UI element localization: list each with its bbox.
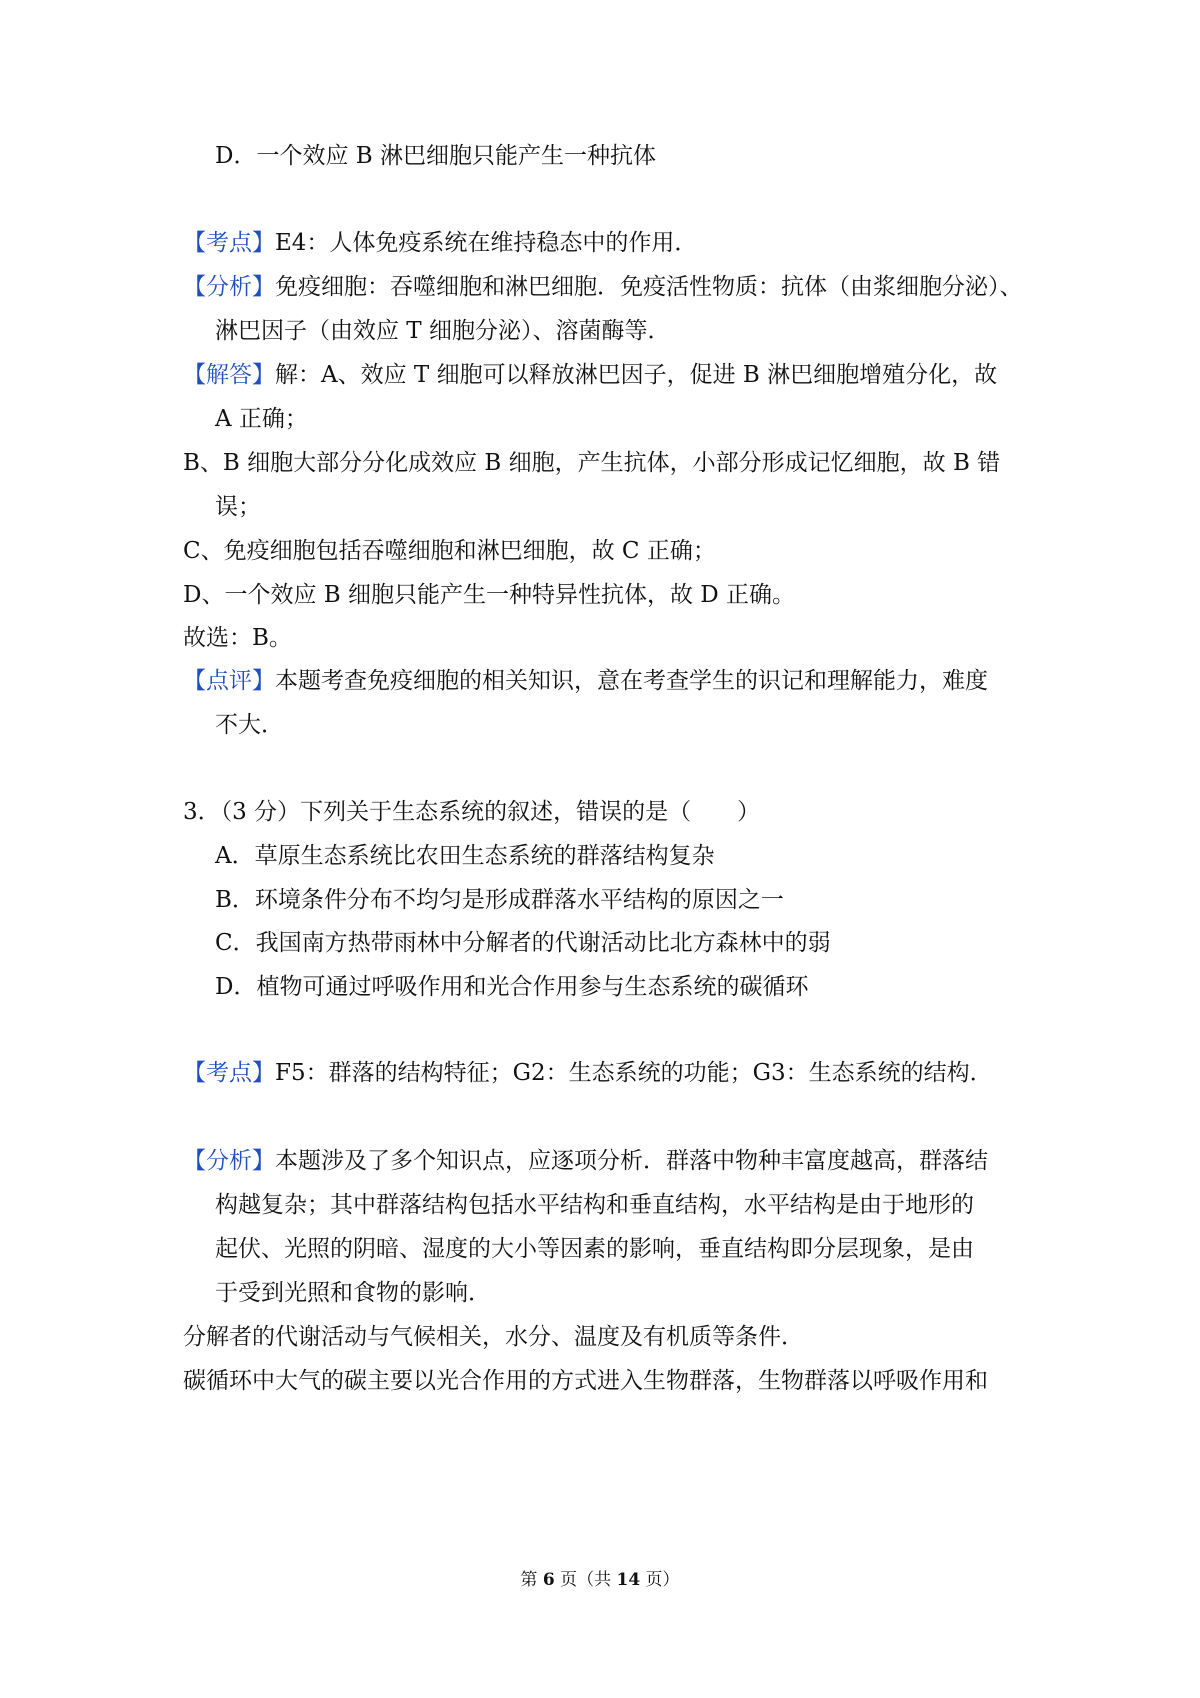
- q2-fenxi: [183, 272, 1200, 302]
- q2-fenxi-cont: 淋巴因子（由效应 T 细胞分泌）、溶菌酶等．: [215, 318, 671, 344]
- q2-answer: 故选：B。: [183, 625, 292, 651]
- q3-fenxi-cont-1: 构越复杂；其中群落结构包括水平结构和垂直结构，水平结构是由于地形的: [215, 1192, 974, 1218]
- footer-middle: 页（共: [554, 1570, 617, 1590]
- fenxi-tag: 【分析】: [183, 274, 275, 300]
- q3-option-d: D．植物可通过呼吸作用和光合作用参与生态系统的碳循环: [215, 974, 809, 1000]
- page-total: 14: [616, 1570, 641, 1590]
- page-number: 6: [542, 1570, 555, 1590]
- q2-dianping-cont: 不大．: [215, 712, 284, 738]
- page-footer: [0, 1568, 1200, 1592]
- q2-kaodian: [183, 228, 1200, 258]
- q3-kaodian: [183, 1058, 1200, 1088]
- jieda-text: 解：A、效应 T 细胞可以释放淋巴因子，促进 B 淋巴细胞增殖分化，故: [275, 362, 998, 388]
- q3-paragraph-1: 分解者的代谢活动与气候相关，水分、温度及有机质等条件．: [183, 1324, 804, 1350]
- q3-fenxi-cont-3: 于受到光照和食物的影响．: [215, 1280, 491, 1306]
- q3-option-b: B．环境条件分布不均匀是形成群落水平结构的原因之一: [215, 887, 784, 913]
- q2-jieda-cont: A 正确；: [215, 406, 308, 432]
- kaodian-text: E4：人体免疫系统在维持稳态中的作用．: [275, 230, 698, 256]
- q2-dianping: [183, 666, 1200, 696]
- q2-jieda: [183, 360, 1200, 390]
- q3-paragraph-2: 碳循环中大气的碳主要以光合作用的方式进入生物群落，生物群落以呼吸作用和: [183, 1368, 988, 1394]
- kaodian-tag: 【考点】: [183, 1060, 275, 1086]
- q3-fenxi: [183, 1146, 1200, 1176]
- footer-prefix: 第: [520, 1570, 543, 1590]
- q2-explain-d: D、一个效应 B 细胞只能产生一种特异性抗体，故 D 正确。: [183, 582, 796, 608]
- q3-stem: 3．（3 分）下列关于生态系统的叙述，错误的是（ ）: [183, 799, 761, 825]
- q2-option-d: D．一个效应 B 淋巴细胞只能产生一种抗体: [215, 143, 656, 169]
- q2-explain-b: B、B 细胞大部分分化成效应 B 细胞，产生抗体，小部分形成记忆细胞，故 B 错: [183, 450, 1001, 476]
- q3-option-c: C．我国南方热带雨林中分解者的代谢活动比北方森林中的弱: [215, 930, 831, 956]
- kaodian-tag: 【考点】: [183, 230, 275, 256]
- fenxi-text: 本题涉及了多个知识点，应逐项分析．群落中物种丰富度越高，群落结: [275, 1148, 988, 1174]
- dianping-text: 本题考查免疫细胞的相关知识，意在考查学生的识记和理解能力，难度: [275, 668, 988, 694]
- fenxi-tag: 【分析】: [183, 1148, 275, 1174]
- dianping-tag: 【点评】: [183, 668, 275, 694]
- q2-explain-b-cont: 误；: [215, 494, 261, 520]
- q3-fenxi-cont-2: 起伏、光照的阴暗、湿度的大小等因素的影响，垂直结构即分层现象，是由: [215, 1236, 974, 1262]
- jieda-tag: 【解答】: [183, 362, 275, 388]
- q3-option-a: A．草原生态系统比农田生态系统的群落结构复杂: [215, 843, 715, 869]
- fenxi-text: 免疫细胞：吞噬细胞和淋巴细胞．免疫活性物质：抗体（由浆细胞分泌）、: [275, 274, 1023, 300]
- footer-suffix: 页）: [640, 1570, 680, 1590]
- kaodian-text: F5：群落的结构特征；G2：生态系统的功能；G3：生态系统的结构．: [275, 1060, 993, 1086]
- q2-explain-c: C、免疫细胞包括吞噬细胞和淋巴细胞，故 C 正确；: [183, 538, 716, 564]
